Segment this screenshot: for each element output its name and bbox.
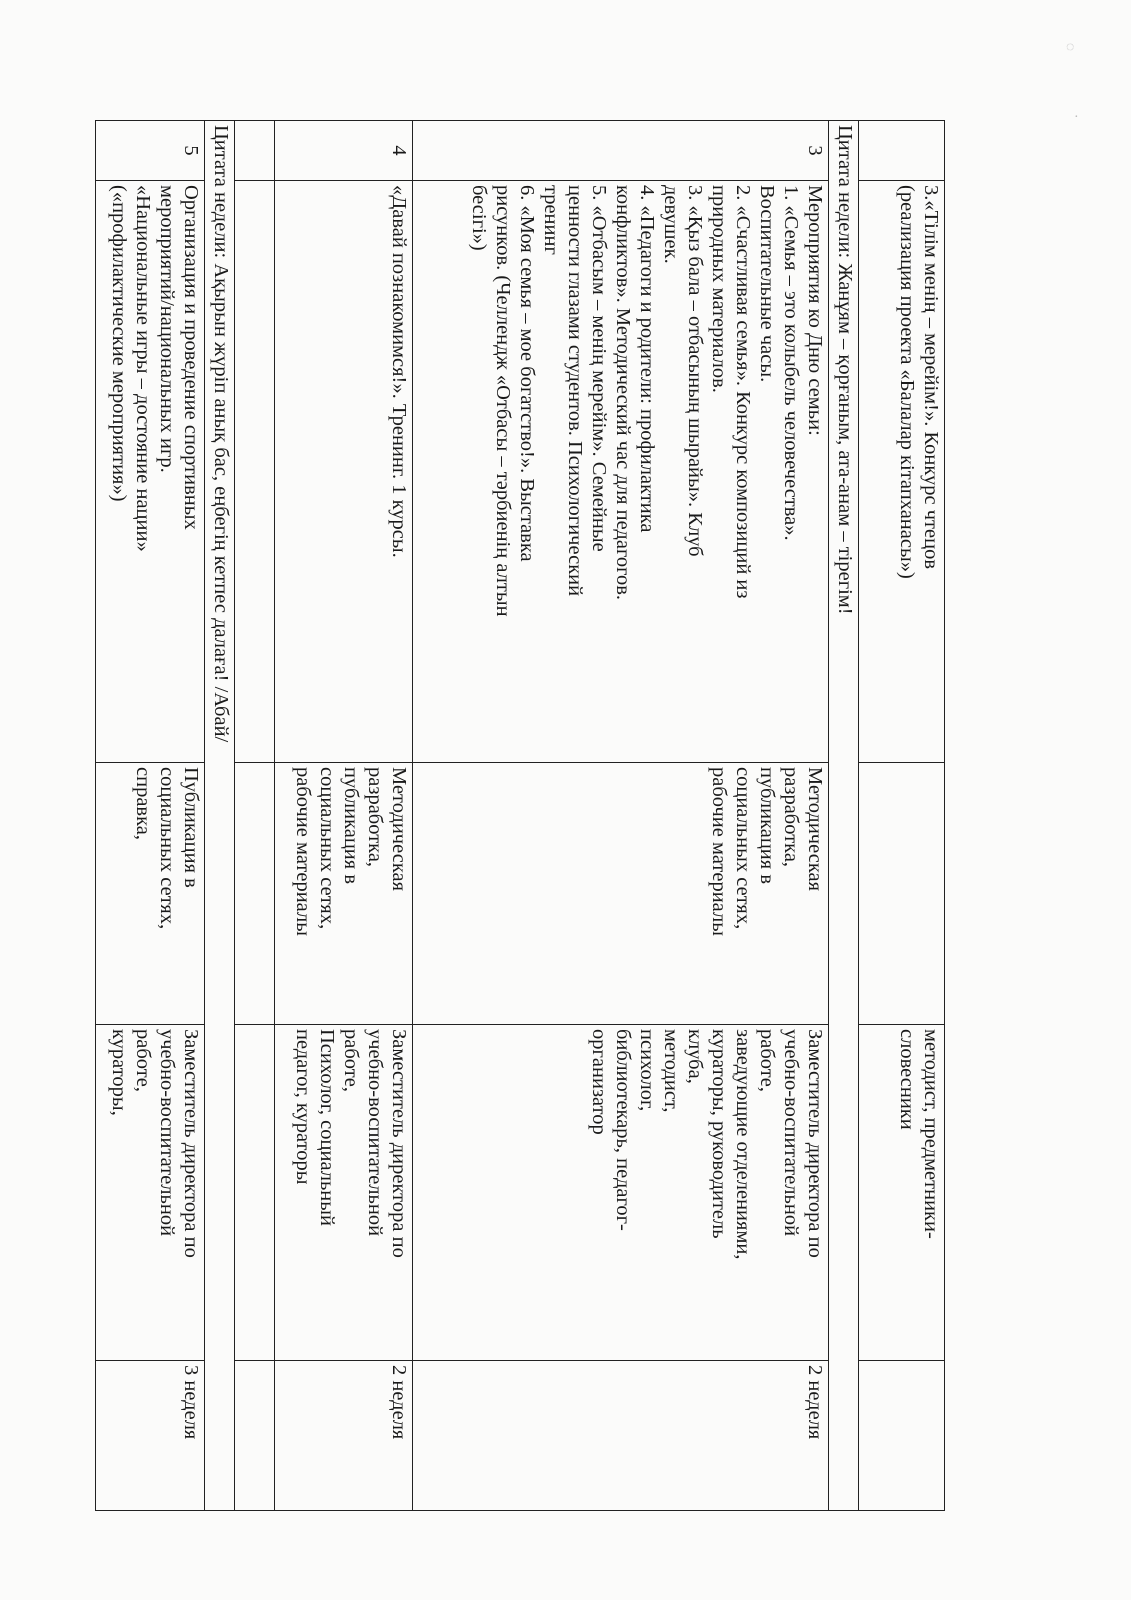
responsible-cell [235,1025,275,1361]
responsible-line: методист, [660,1029,682,1113]
row-number: 3 [804,145,826,156]
responsible-line: Психолог, социальный [316,1029,338,1227]
form-line: социальных сетях, [156,767,178,930]
paper-mark: ◌ [1066,40,1075,55]
term-cell [235,1361,275,1511]
responsible-line: учебно-воспитательной [780,1029,802,1237]
table-row [275,121,413,1511]
responsible-line: кураторы, руководитель [708,1029,730,1239]
form-line: рабочие материалы [708,767,730,936]
responsible-line: учебно-воспитательной [364,1029,386,1237]
term-cell: 3 неделя [96,1361,205,1511]
event-title-line: девушек. [660,185,682,264]
responsible-line: работе, [756,1029,778,1092]
event-title-line: Воспитательные часы. [756,185,778,383]
term-cell: 2 неделя [413,1361,829,1511]
event-title-line: Мероприятия ко Дню семьи: [804,185,826,436]
responsible-line: работе, [132,1029,154,1092]
term-cell: 2 неделя [275,1361,413,1511]
event-title-cell [96,181,205,763]
event-title-line: мероприятий/национальных игр. [156,185,178,473]
event-title-line: тренинг [540,185,562,255]
form-line: разработка, [364,767,386,868]
form-cell [859,763,945,1025]
form-cell [275,763,413,1025]
event-title-line: конфликтов». Методический час для педагогов. [612,185,634,601]
responsible-line: педагог, кураторы [292,1029,314,1185]
rotated-page [95,120,945,1510]
row-number: 4 [388,145,410,156]
event-title-cell [859,181,945,763]
row-number-cell [413,121,829,181]
event-title-line: 3. «Қыз бала – отбасының шырайы». Клуб [684,185,706,557]
responsible-line: библиотекарь, педагог- [612,1029,634,1231]
responsible-cell [859,1025,945,1361]
row-number-cell [859,121,945,181]
term-cell [859,1361,945,1511]
event-title-line: 3.«Тілім менің – мерейім!». Конкурс чтецов [920,185,942,569]
row-number: 5 [180,145,202,156]
paper-mark: · [1074,110,1079,125]
event-title-line: 5. «Отбасым – менің мерейім». Семейные [588,185,610,552]
form-line: публикация в [340,767,362,884]
form-cell [96,763,205,1025]
responsible-line: Заместитель директора по [388,1029,410,1258]
responsible-line: заведующие отделениями, [732,1029,754,1260]
event-title-line: природных материалов. [708,185,730,393]
form-line: разработка, [780,767,802,868]
quote-row [829,121,859,1511]
event-title-line: «Давай познакомимся!». Тренинг. 1 курсы. [388,185,410,558]
row-number-cell [235,121,275,181]
event-title-line: («профилактические мероприятия») [108,185,130,502]
form-cell [235,763,275,1025]
responsible-cell [96,1025,205,1361]
form-line: Методическая [388,767,410,892]
table-row [96,121,205,1511]
events-table [95,120,945,1511]
responsible-line: клуба, [684,1029,706,1084]
responsible-line: учебно-воспитательной [156,1029,178,1237]
event-title-line: ценности глазами студентов. Психологический [564,185,586,597]
row-number-cell [275,121,413,181]
responsible-line: психолог, [636,1029,658,1112]
form-line: рабочие материалы [292,767,314,936]
event-title-line: «Национальные игры – достояние нации» [132,185,154,552]
form-line: Публикация в [180,767,202,888]
quote-of-week: Цитата недели: Ақырын жүріп анық бас, еңбегің кетпес далаға! /Абай/ [205,121,235,1511]
quote-row [205,121,235,1511]
event-title-line: Организация и проведение спортивных [180,185,202,530]
responsible-line: Заместитель директора по [180,1029,202,1258]
form-line: публикация в [756,767,778,884]
responsible-cell [413,1025,829,1361]
form-line: справка, [132,767,154,840]
event-title-cell [235,181,275,763]
event-title-line: 6. «Моя семья – мое богатство!». Выставка [516,185,538,562]
responsible-line: кураторы, [108,1029,130,1116]
responsible-line: работе, [340,1029,362,1092]
event-title-cell [275,181,413,763]
event-title-line: 1. «Семья – это колыбель человечества». [780,185,802,541]
table-row [859,121,945,1511]
responsible-line: методист, предметники- [920,1029,942,1239]
responsible-line: Заместитель директора по [804,1029,826,1258]
event-title-line: (реализация проекта «Балалар кітапханасы») [896,185,918,579]
responsible-line: словесники [896,1029,918,1130]
event-title-line: 4. «Педагоги и родители: профилактика [636,185,658,533]
form-line: социальных сетях, [732,767,754,930]
responsible-cell [275,1025,413,1361]
event-title-cell [413,181,829,763]
responsible-line: организатор [588,1029,610,1135]
event-title-line: рисунков. (Челлендж «Отбасы – тәрбиенің алтын [492,185,514,617]
form-line: социальных сетях, [316,767,338,930]
form-cell [413,763,829,1025]
form-line: Методическая [804,767,826,892]
event-title-line: 2. «Счастливая семья». Конкурс композиций из [732,185,754,599]
table-row [235,121,275,1511]
quote-of-week: Цитата недели: Жанұям – қорғаным, ата-анам – тірегім! [829,121,859,1511]
table-row [413,121,829,1511]
row-number-cell [96,121,205,181]
event-title-line: бесігі») [468,185,490,251]
